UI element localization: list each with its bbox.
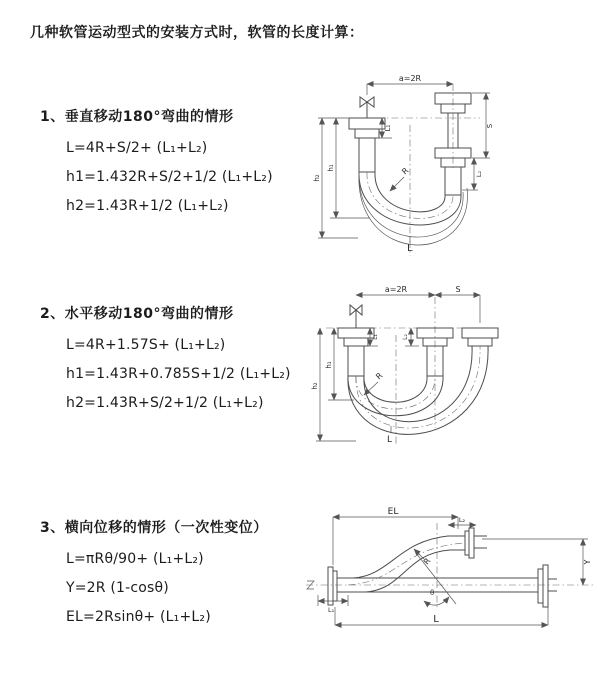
section-1	[40, 106, 273, 213]
dim-label-r: R	[421, 556, 433, 567]
dim-label-l: L	[433, 614, 439, 625]
u-bend-hose	[359, 172, 468, 245]
formula-y: Y=2R (1-cosθ)	[66, 580, 169, 596]
right-flange	[462, 328, 498, 346]
left-flange	[328, 567, 337, 605]
dimension-l2	[402, 328, 419, 346]
diagram-lateral-displacement	[298, 503, 600, 645]
formula-h1: h1=1.43R+0.785S+1/2 (L₁+L₂)	[66, 366, 291, 382]
dim-label-l2: L₂	[475, 170, 483, 178]
dimension-h2	[311, 328, 356, 441]
centerlines	[348, 84, 480, 256]
dim-label-l1: L₁	[372, 334, 379, 340]
dimension-el	[333, 507, 458, 565]
dim-label-h1: h₁	[327, 164, 335, 172]
dim-label-s: S	[455, 285, 461, 294]
upper-flange	[465, 528, 487, 558]
formula-h2: h2=1.43R+1/2 (L₁+L₂)	[66, 198, 229, 214]
length-callout	[387, 426, 392, 445]
formula-l: L=4R+1.57S+ (L₁+L₂)	[66, 337, 226, 353]
formula-h1: h1=1.432R+S/2+1/2 (L₁+L₂)	[66, 169, 273, 185]
formula-l: L=πRθ/90+ (L₁+L₂)	[66, 551, 204, 567]
braided-hose-left	[348, 346, 364, 376]
dim-label-l2: L₂	[458, 516, 466, 524]
left-flange	[338, 328, 374, 346]
dimension-a2r	[367, 74, 453, 95]
section-3	[40, 517, 268, 624]
page-title: 几种软管运动型式的安装方式时，软管的长度计算：	[30, 25, 364, 41]
dim-label-l1: L₁	[384, 124, 392, 132]
dimension-s	[472, 93, 494, 158]
dimension-s	[435, 285, 480, 323]
dimension-h2	[313, 118, 358, 238]
dim-label-y: Y	[583, 559, 592, 565]
dimension-l-total	[335, 607, 548, 625]
radius-callout	[364, 371, 385, 395]
formula-el: EL=2Rsinθ+ (L₁+L₂)	[66, 609, 211, 625]
valve-icon	[350, 305, 362, 328]
dim-label-h2: h₂	[311, 382, 319, 390]
formula-h2: h2=1.43R+S/2+1/2 (L₁+L₂)	[66, 395, 264, 411]
right-flange	[538, 565, 557, 607]
dim-label-s: S	[486, 123, 494, 129]
dim-label-theta: θ	[430, 589, 435, 597]
dim-label-h1: h₁	[325, 361, 333, 369]
section-3-heading: 3、横向位移的情形（一次性变位）	[40, 520, 268, 536]
braided-hose-left	[359, 138, 375, 172]
length-callout	[407, 237, 413, 254]
dim-label-l2: L₂	[402, 334, 409, 340]
dim-label-r: R	[400, 165, 411, 177]
dim-label-a2r: a=2R	[384, 285, 408, 294]
section-1-heading: 1、垂直移动180°弯曲的情形	[40, 109, 234, 125]
dim-label-l-total: L	[387, 435, 393, 445]
radius-callout	[414, 549, 433, 566]
left-flange	[349, 118, 385, 138]
diagram-vertical-180-bend	[312, 70, 592, 265]
dimension-a2r	[356, 285, 435, 295]
u-bend-hose-position-1	[348, 376, 443, 416]
radius-callout	[390, 166, 411, 191]
dim-label-r: R	[374, 370, 385, 382]
braided-hose-right	[445, 167, 461, 195]
dim-label-h2: h₂	[313, 174, 321, 182]
centerlines	[326, 297, 500, 445]
dim-label-l1: L₁	[328, 606, 335, 614]
curved-hose-displaced-position	[348, 536, 465, 592]
section-2	[40, 303, 291, 410]
diagram-horizontal-180-bend	[308, 283, 600, 455]
dim-label-el: EL	[387, 507, 399, 517]
dim-label-a2r: a=2R	[398, 74, 422, 83]
dimension-h1	[327, 118, 370, 218]
formula-l: L=4R+S/2+ (L₁+L₂)	[66, 140, 208, 156]
valve-icon	[360, 97, 374, 118]
dimension-l1	[374, 118, 392, 138]
section-2-heading: 2、水平移动180°弯曲的情形	[40, 306, 234, 322]
dimension-l1	[364, 328, 379, 346]
dim-label-l-total: L	[407, 243, 413, 254]
